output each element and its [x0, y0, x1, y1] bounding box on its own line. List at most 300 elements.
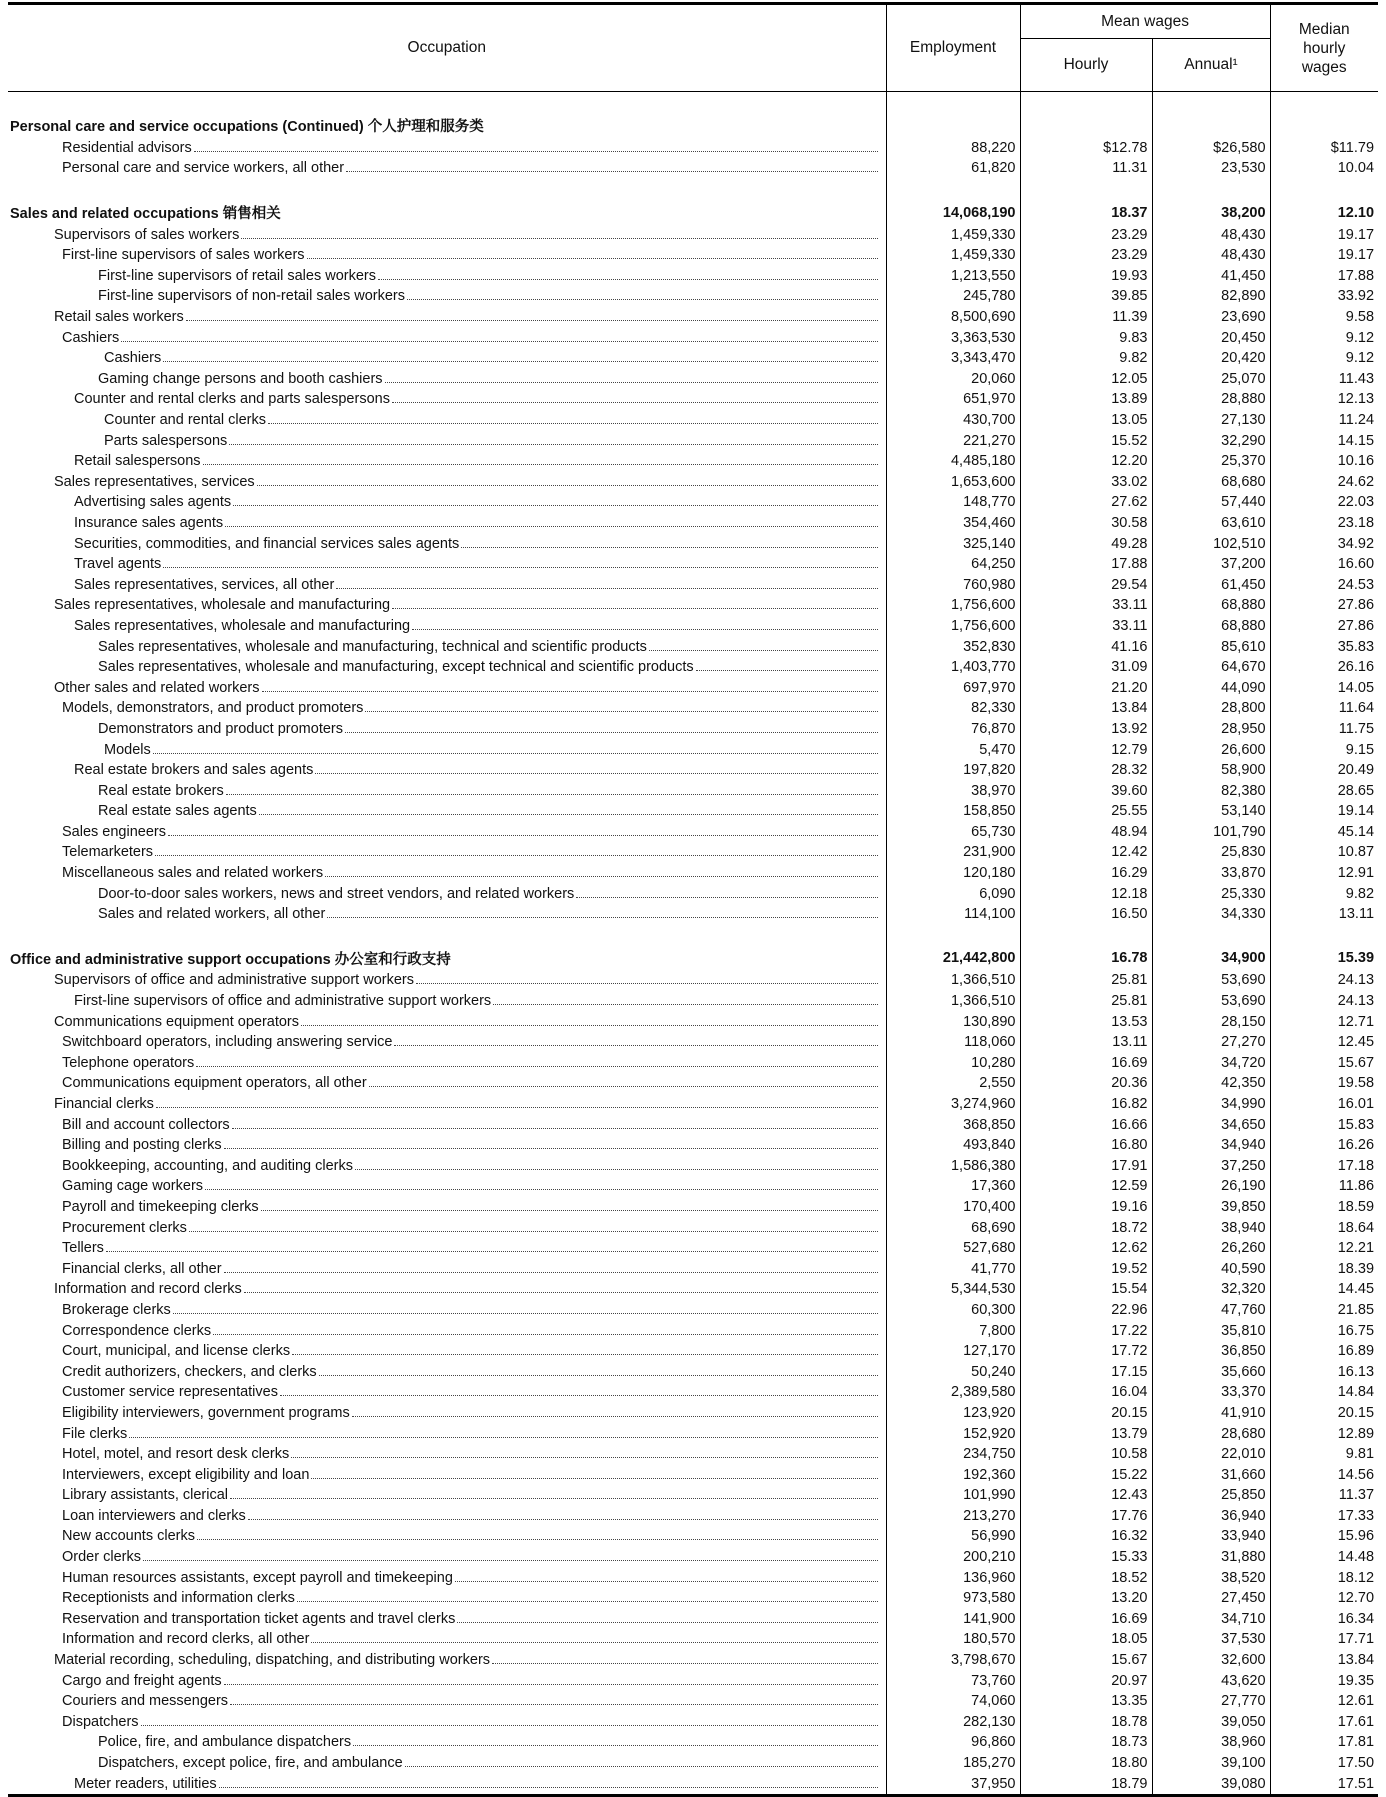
- hourly-wage-cell: 15.33: [1020, 1547, 1152, 1568]
- annual-wage-cell: 34,650: [1152, 1114, 1270, 1135]
- median-wage-cell: 19.17: [1270, 224, 1378, 245]
- median-wage-cell: [1270, 114, 1378, 138]
- dot-leader: [461, 546, 877, 548]
- table-row: [8, 1279, 1378, 1300]
- employment-cell: 1,756,600: [886, 616, 1020, 637]
- employment-cell: 1,366,510: [886, 991, 1020, 1012]
- occupation-cell: [8, 1279, 886, 1300]
- annual-wage-cell: 101,790: [1152, 822, 1270, 843]
- occupation-cell: [8, 1032, 886, 1053]
- employment-cell: 352,830: [886, 636, 1020, 657]
- occupation-label: Reservation and transportation ticket agents and travel clerks: [62, 1610, 456, 1627]
- occupation-label: Models, demonstrators, and product promoters: [62, 700, 364, 717]
- hourly-wage-cell: 17.76: [1020, 1506, 1152, 1527]
- occupation-label: Switchboard operators, including answering service: [62, 1034, 393, 1051]
- occupation-cell: [8, 1073, 886, 1094]
- table-row: [8, 1361, 1378, 1382]
- annual-wage-cell: 37,200: [1152, 554, 1270, 575]
- median-wage-cell: 27.86: [1270, 595, 1378, 616]
- annual-wage-cell: 23,690: [1152, 307, 1270, 328]
- median-wage-cell: 35.83: [1270, 636, 1378, 657]
- occupation-label: Cashiers: [62, 329, 120, 346]
- dot-leader: [156, 1106, 878, 1108]
- hourly-wage-cell: 23.29: [1020, 245, 1152, 266]
- occupation-label: Communications equipment operators, all other: [62, 1075, 367, 1092]
- occupation-label: Material recording, scheduling, dispatching, and distributing workers: [54, 1652, 491, 1669]
- employment-cell: 5,470: [886, 739, 1020, 760]
- median-hourly-wages-header: Median hourly wages: [1270, 4, 1378, 92]
- dot-leader: [259, 813, 878, 815]
- occupation-label: Parts salespersons: [104, 432, 228, 449]
- median-wage-cell: 17.81: [1270, 1732, 1378, 1753]
- employment-cell: 231,900: [886, 842, 1020, 863]
- hourly-wage-cell: 29.54: [1020, 574, 1152, 595]
- spacer-row: [8, 179, 1378, 201]
- employment-cell: 50,240: [886, 1361, 1020, 1382]
- employment-cell: 41,770: [886, 1258, 1020, 1279]
- hourly-wage-cell: 11.39: [1020, 307, 1152, 328]
- median-wage-cell: 17.51: [1270, 1773, 1378, 1795]
- median-wage-cell: 10.16: [1270, 451, 1378, 472]
- annual-wage-cell: 33,870: [1152, 863, 1270, 884]
- occupation-cell: [8, 1300, 886, 1321]
- occupation-header: Occupation: [8, 4, 886, 92]
- annual-wage-cell: 68,880: [1152, 616, 1270, 637]
- occupation-label: First-line supervisors of retail sales workers: [98, 267, 376, 284]
- table-row: [8, 1238, 1378, 1259]
- annual-wage-cell: 25,370: [1152, 451, 1270, 472]
- table-row: [8, 348, 1378, 369]
- table-row: [8, 1197, 1378, 1218]
- employment-cell: 3,798,670: [886, 1650, 1020, 1671]
- annual-wage-cell: 31,880: [1152, 1547, 1270, 1568]
- employment-header: Employment: [886, 4, 1020, 92]
- hourly-wage-cell: 13.79: [1020, 1423, 1152, 1444]
- occupation-label: Police, fire, and ambulance dispatchers: [98, 1734, 352, 1751]
- median-wage-cell: 24.53: [1270, 574, 1378, 595]
- dot-leader: [319, 1374, 878, 1376]
- median-wage-cell: 12.70: [1270, 1588, 1378, 1609]
- employment-cell: 4,485,180: [886, 451, 1020, 472]
- hourly-wage-cell: 21.20: [1020, 677, 1152, 698]
- median-wage-cell: 12.91: [1270, 863, 1378, 884]
- hourly-wage-cell: 15.22: [1020, 1464, 1152, 1485]
- hourly-wage-cell: 25.55: [1020, 801, 1152, 822]
- occupation-label: Tellers: [62, 1240, 104, 1257]
- occupation-cell: [8, 1629, 886, 1650]
- occupation-cell: [8, 1567, 886, 1588]
- hourly-wage-cell: 13.89: [1020, 389, 1152, 410]
- table-row: [8, 780, 1378, 801]
- median-wage-cell: 16.26: [1270, 1135, 1378, 1156]
- employment-cell: 1,403,770: [886, 657, 1020, 678]
- occupation-label: First-line supervisors of office and administrative support workers: [74, 993, 492, 1010]
- median-wage-cell: 19.35: [1270, 1670, 1378, 1691]
- employment-cell: 1,653,600: [886, 472, 1020, 493]
- dot-leader: [355, 1168, 878, 1170]
- dot-leader: [301, 1024, 877, 1026]
- dot-leader: [365, 710, 877, 712]
- employment-cell: 282,130: [886, 1712, 1020, 1733]
- table-row: [8, 863, 1378, 884]
- dot-leader: [392, 401, 878, 403]
- employment-cell: 17,360: [886, 1176, 1020, 1197]
- section-title: [8, 201, 886, 225]
- median-wage-cell: 11.37: [1270, 1485, 1378, 1506]
- dot-leader: [232, 1127, 878, 1129]
- employment-cell: 493,840: [886, 1135, 1020, 1156]
- median-wage-cell: 17.61: [1270, 1712, 1378, 1733]
- hourly-wage-cell: 13.84: [1020, 698, 1152, 719]
- occupation-cell: [8, 1506, 886, 1527]
- hourly-wage-cell: 15.54: [1020, 1279, 1152, 1300]
- median-wage-cell: 15.96: [1270, 1526, 1378, 1547]
- dot-leader: [416, 982, 878, 984]
- occupation-cell: [8, 286, 886, 307]
- table-row: [8, 410, 1378, 431]
- table-row: [8, 266, 1378, 287]
- occupation-label: Sales representatives, wholesale and manufacturing, technical and scientific products: [98, 638, 647, 655]
- table-row: [8, 1403, 1378, 1424]
- dot-leader: [268, 422, 878, 424]
- dot-leader: [392, 607, 877, 609]
- annual-wage-cell: 53,690: [1152, 970, 1270, 991]
- annual-wage-cell: 61,450: [1152, 574, 1270, 595]
- employment-cell: 61,820: [886, 158, 1020, 179]
- employment-cell: 88,220: [886, 138, 1020, 159]
- median-wage-cell: 14.15: [1270, 430, 1378, 451]
- occupation-cell: [8, 492, 886, 513]
- hourly-wage-cell: 17.88: [1020, 554, 1152, 575]
- occupation-label: Human resources assistants, except payroll and timekeeping: [62, 1569, 453, 1586]
- table-row: [8, 1506, 1378, 1527]
- table-header: [8, 4, 1378, 92]
- occupation-label: Receptionists and information clerks: [62, 1590, 295, 1607]
- dot-leader: [307, 257, 878, 259]
- employment-cell: 170,400: [886, 1197, 1020, 1218]
- median-wage-cell: 12.10: [1270, 201, 1378, 225]
- median-wage-cell: 9.15: [1270, 739, 1378, 760]
- median-wage-cell: 11.64: [1270, 698, 1378, 719]
- occupation-label: Customer service representatives: [62, 1384, 278, 1401]
- hourly-wage-cell: 13.35: [1020, 1691, 1152, 1712]
- annual-wage-cell: 68,880: [1152, 595, 1270, 616]
- hourly-wage-cell: 20.97: [1020, 1670, 1152, 1691]
- occupation-label: Counter and rental clerks: [104, 412, 266, 429]
- annual-wage-cell: 53,690: [1152, 991, 1270, 1012]
- dot-leader: [244, 1291, 878, 1293]
- occupation-label: Supervisors of sales workers: [54, 226, 240, 243]
- occupation-cell: [8, 780, 886, 801]
- employment-cell: 148,770: [886, 492, 1020, 513]
- table-row: [8, 138, 1378, 159]
- table-row: [8, 327, 1378, 348]
- annual-wage-cell: 26,600: [1152, 739, 1270, 760]
- median-wage-cell: 11.86: [1270, 1176, 1378, 1197]
- occupation-label: Travel agents: [74, 556, 162, 573]
- occupation-cell: [8, 307, 886, 328]
- hourly-wage-cell: 11.31: [1020, 158, 1152, 179]
- occupation-cell: [8, 1217, 886, 1238]
- annual-wage-cell: 34,900: [1152, 947, 1270, 971]
- annual-wage-cell: 63,610: [1152, 513, 1270, 534]
- occupation-cell: [8, 554, 886, 575]
- annual-wage-cell: 38,520: [1152, 1567, 1270, 1588]
- occupation-label: First-line supervisors of sales workers: [62, 247, 305, 264]
- table-row: [8, 657, 1378, 678]
- occupation-label: Residential advisors: [62, 139, 192, 156]
- occupation-label: Procurement clerks: [62, 1219, 187, 1236]
- hourly-wage-cell: 22.96: [1020, 1300, 1152, 1321]
- hourly-wage-cell: 12.05: [1020, 369, 1152, 390]
- hourly-wage-cell: 12.59: [1020, 1176, 1152, 1197]
- annual-wage-cell: 53,140: [1152, 801, 1270, 822]
- median-wage-cell: 20.49: [1270, 760, 1378, 781]
- dot-leader: [257, 484, 878, 486]
- hourly-wage-cell: 12.43: [1020, 1485, 1152, 1506]
- median-wage-cell: 9.82: [1270, 883, 1378, 904]
- table-row: [8, 1588, 1378, 1609]
- occupation-label: Sales engineers: [62, 823, 166, 840]
- table-row: [8, 1217, 1378, 1238]
- median-wage-cell: 12.45: [1270, 1032, 1378, 1053]
- occupation-label: Credit authorizers, checkers, and clerks: [62, 1363, 317, 1380]
- median-wage-cell: 17.18: [1270, 1156, 1378, 1177]
- table-row: [8, 595, 1378, 616]
- occupation-label: Interviewers, except eligibility and loan: [62, 1466, 310, 1483]
- median-wage-cell: 28.65: [1270, 780, 1378, 801]
- occupation-label: Gaming cage workers: [62, 1178, 204, 1195]
- hourly-wage-cell: 17.15: [1020, 1361, 1152, 1382]
- occupation-cell: [8, 1588, 886, 1609]
- employment-cell: 234,750: [886, 1444, 1020, 1465]
- annual-wage-cell: 31,660: [1152, 1464, 1270, 1485]
- occupation-cell: [8, 760, 886, 781]
- annual-wage-cell: 37,250: [1152, 1156, 1270, 1177]
- annual-wage-cell: 39,050: [1152, 1712, 1270, 1733]
- dot-leader: [291, 1456, 877, 1458]
- occupation-cell: [8, 389, 886, 410]
- median-wage-cell: 16.01: [1270, 1094, 1378, 1115]
- occupation-cell: [8, 1114, 886, 1135]
- dot-leader: [186, 319, 878, 321]
- hourly-wage-cell: 16.50: [1020, 904, 1152, 925]
- occupation-label: Retail salespersons: [74, 453, 201, 470]
- hourly-wage-cell: 30.58: [1020, 513, 1152, 534]
- occupation-cell: [8, 1403, 886, 1424]
- table-row: [8, 1609, 1378, 1630]
- section-row: [8, 201, 1378, 225]
- median-wage-cell: 11.75: [1270, 719, 1378, 740]
- dot-leader: [230, 1497, 878, 1499]
- dot-leader: [378, 278, 878, 280]
- hourly-wage-cell: 39.85: [1020, 286, 1152, 307]
- median-wage-cell: 16.89: [1270, 1341, 1378, 1362]
- hourly-wage-cell: 19.93: [1020, 266, 1152, 287]
- annual-wage-cell: 40,590: [1152, 1258, 1270, 1279]
- median-wage-cell: 21.85: [1270, 1300, 1378, 1321]
- table-row: [8, 245, 1378, 266]
- dot-leader: [224, 1147, 878, 1149]
- occupation-label: Sales and related workers, all other: [98, 906, 326, 923]
- annual-wage-cell: 36,850: [1152, 1341, 1270, 1362]
- dot-leader: [696, 669, 878, 671]
- occupation-cell: [8, 842, 886, 863]
- employment-cell: 38,970: [886, 780, 1020, 801]
- employment-cell: 197,820: [886, 760, 1020, 781]
- hourly-wage-cell: 18.78: [1020, 1712, 1152, 1733]
- hourly-wage-cell: 20.15: [1020, 1403, 1152, 1424]
- dot-leader: [336, 587, 877, 589]
- table-row: [8, 1753, 1378, 1774]
- median-wage-cell: 19.14: [1270, 801, 1378, 822]
- table-row: [8, 286, 1378, 307]
- median-wage-cell: 15.67: [1270, 1053, 1378, 1074]
- hourly-wage-cell: 16.04: [1020, 1382, 1152, 1403]
- annual-wage-cell: 28,950: [1152, 719, 1270, 740]
- occupation-cell: [8, 616, 886, 637]
- median-wage-cell: 15.39: [1270, 947, 1378, 971]
- table-row: [8, 883, 1378, 904]
- table-row: [8, 451, 1378, 472]
- dot-leader: [352, 1415, 878, 1417]
- hourly-wage-cell: 18.05: [1020, 1629, 1152, 1650]
- section-label: Office and administrative support occupations 办公室和行政支持: [10, 951, 451, 968]
- occupation-cell: [8, 1135, 886, 1156]
- dot-leader: [229, 443, 877, 445]
- median-wage-cell: 16.34: [1270, 1609, 1378, 1630]
- table-row: [8, 1670, 1378, 1691]
- dot-leader: [325, 875, 877, 877]
- table-row: [8, 158, 1378, 179]
- occupation-cell: [8, 533, 886, 554]
- hourly-wage-cell: 12.42: [1020, 842, 1152, 863]
- hourly-wage-cell: 13.11: [1020, 1032, 1152, 1053]
- occupation-cell: [8, 698, 886, 719]
- dot-leader: [405, 1765, 878, 1767]
- median-wage-cell: 23.18: [1270, 513, 1378, 534]
- dot-leader: [226, 793, 878, 795]
- hourly-wage-cell: 16.82: [1020, 1094, 1152, 1115]
- annual-wage-cell: 58,900: [1152, 760, 1270, 781]
- annual-wage-cell: 41,450: [1152, 266, 1270, 287]
- hourly-wage-cell: 39.60: [1020, 780, 1152, 801]
- table-row: [8, 1712, 1378, 1733]
- dot-leader: [576, 896, 877, 898]
- employment-cell: 114,100: [886, 904, 1020, 925]
- occupation-label: Sales representatives, services: [54, 473, 255, 490]
- table-row: [8, 1732, 1378, 1753]
- median-wage-cell: 18.64: [1270, 1217, 1378, 1238]
- occupation-cell: [8, 636, 886, 657]
- section-title: [8, 947, 886, 971]
- occupation-label: Insurance sales agents: [74, 514, 224, 531]
- median-wage-cell: 24.13: [1270, 991, 1378, 1012]
- dot-leader: [261, 1209, 878, 1211]
- table-row: [8, 1032, 1378, 1053]
- employment-cell: 14,068,190: [886, 201, 1020, 225]
- table-row: [8, 1526, 1378, 1547]
- employment-cell: 192,360: [886, 1464, 1020, 1485]
- table-row: [8, 1135, 1378, 1156]
- occupation-label: Telephone operators: [62, 1054, 195, 1071]
- annual-wage-cell: 28,150: [1152, 1011, 1270, 1032]
- dot-leader: [455, 1580, 878, 1582]
- employment-cell: 82,330: [886, 698, 1020, 719]
- annual-wage-cell: 28,680: [1152, 1423, 1270, 1444]
- employment-cell: 651,970: [886, 389, 1020, 410]
- occupation-label: Dispatchers, except police, fire, and ambulance: [98, 1755, 403, 1772]
- table-row: [8, 616, 1378, 637]
- occupation-label: Real estate brokers and sales agents: [74, 762, 314, 779]
- hourly-wage-cell: 13.92: [1020, 719, 1152, 740]
- occupation-cell: [8, 1094, 886, 1115]
- median-wage-cell: 24.62: [1270, 472, 1378, 493]
- hourly-wage-cell: 31.09: [1020, 657, 1152, 678]
- median-wage-cell: 17.50: [1270, 1753, 1378, 1774]
- dot-leader: [385, 381, 878, 383]
- employment-cell: 96,860: [886, 1732, 1020, 1753]
- table-row: [8, 842, 1378, 863]
- employment-cell: 2,389,580: [886, 1382, 1020, 1403]
- annual-wage-cell: 27,770: [1152, 1691, 1270, 1712]
- table-row: [8, 801, 1378, 822]
- dot-leader: [196, 1065, 877, 1067]
- occupation-label: Gaming change persons and booth cashiers: [98, 370, 383, 387]
- occupation-cell: [8, 245, 886, 266]
- employment-cell: 527,680: [886, 1238, 1020, 1259]
- employment-cell: 10,280: [886, 1053, 1020, 1074]
- table-row: [8, 1341, 1378, 1362]
- annual-wage-cell: 102,510: [1152, 533, 1270, 554]
- dot-leader: [311, 1641, 877, 1643]
- annual-wage-cell: 20,420: [1152, 348, 1270, 369]
- table-row: [8, 1567, 1378, 1588]
- table-row: [8, 1464, 1378, 1485]
- annual-wage-cell: 57,440: [1152, 492, 1270, 513]
- employment-cell: [886, 114, 1020, 138]
- dot-leader: [153, 752, 878, 754]
- median-wage-cell: 9.12: [1270, 327, 1378, 348]
- hourly-wage-cell: 49.28: [1020, 533, 1152, 554]
- occupation-label: Other sales and related workers: [54, 679, 260, 696]
- annual-wage-cell: 42,350: [1152, 1073, 1270, 1094]
- median-wage-cell: 13.84: [1270, 1650, 1378, 1671]
- occupation-cell: [8, 863, 886, 884]
- dot-leader: [219, 1786, 878, 1788]
- employment-cell: 1,366,510: [886, 970, 1020, 991]
- table-row: [8, 991, 1378, 1012]
- table-row: [8, 1300, 1378, 1321]
- annual-wage-cell: 68,680: [1152, 472, 1270, 493]
- table-row: [8, 224, 1378, 245]
- annual-wage-cell: 34,710: [1152, 1609, 1270, 1630]
- employment-cell: 213,270: [886, 1506, 1020, 1527]
- annual-wage-cell: 27,450: [1152, 1588, 1270, 1609]
- annual-wage-cell: 48,430: [1152, 224, 1270, 245]
- annual-wage-cell: 43,620: [1152, 1670, 1270, 1691]
- hourly-wage-cell: 10.58: [1020, 1444, 1152, 1465]
- median-wage-cell: 16.75: [1270, 1320, 1378, 1341]
- employment-cell: 127,170: [886, 1341, 1020, 1362]
- median-wage-cell: 26.16: [1270, 657, 1378, 678]
- table-row: [8, 307, 1378, 328]
- occupation-cell: [8, 1691, 886, 1712]
- annual-wage-cell: 38,940: [1152, 1217, 1270, 1238]
- hourly-wage-cell: 33.02: [1020, 472, 1152, 493]
- occupation-cell: [8, 595, 886, 616]
- hourly-wage-cell: 15.52: [1020, 430, 1152, 451]
